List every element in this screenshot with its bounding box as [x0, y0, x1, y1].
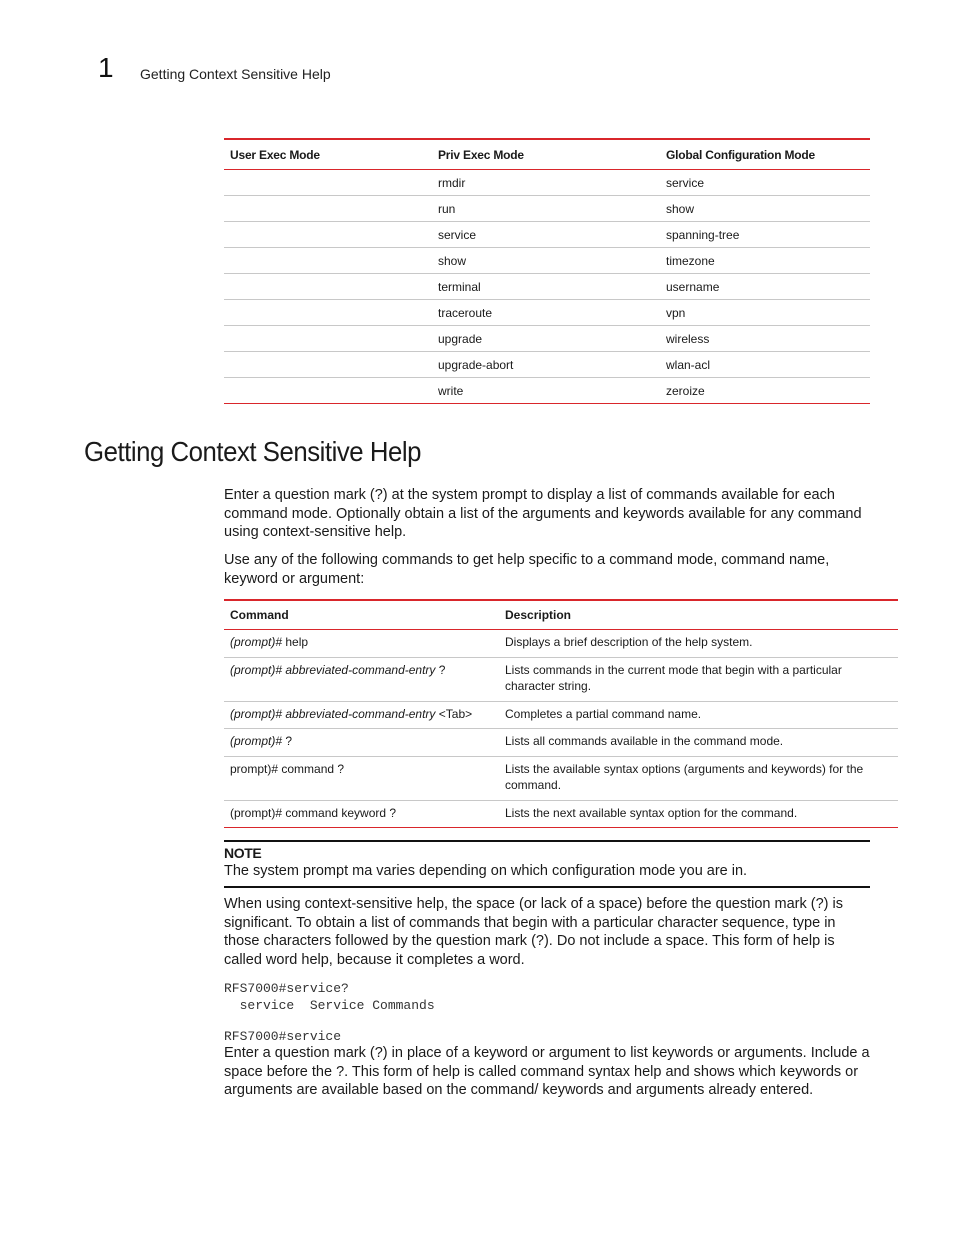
- code-example-1: RFS7000#service? service Service Commands: [224, 981, 435, 1013]
- global-config-cell: show: [660, 196, 870, 222]
- modes-table-header: [224, 139, 870, 170]
- syntax-help-paragraph: [224, 1044, 870, 1100]
- command-cell: [224, 701, 499, 729]
- user-exec-cell: [224, 378, 432, 404]
- table-row: [224, 756, 898, 800]
- priv-exec-cell: terminal: [432, 274, 660, 300]
- priv-exec-cell: traceroute: [432, 300, 660, 326]
- column-header-global-config: Global Configuration Mode: [660, 139, 870, 170]
- column-header-command: Command: [224, 600, 499, 630]
- table-row: [224, 657, 898, 701]
- command-cell: [224, 800, 499, 828]
- commands-intro-paragraph: Use any of the following commands to get help specific to a command mode, command name, keyword or argument:: [224, 552, 830, 587]
- command-text: prompt)# command ?: [230, 761, 345, 776]
- command-cell: [224, 756, 499, 800]
- command-prompt: (prompt)#: [230, 734, 283, 748]
- user-exec-cell: [224, 352, 432, 378]
- user-exec-cell: [224, 326, 432, 352]
- command-cell: [224, 657, 499, 701]
- description-cell: Completes a partial command name.: [499, 701, 898, 729]
- command-keyword: ?: [438, 662, 446, 677]
- priv-exec-cell: upgrade: [432, 326, 660, 352]
- global-config-cell: zeroize: [660, 378, 870, 404]
- user-exec-cell: [224, 222, 432, 248]
- table-row: [224, 352, 870, 378]
- table-row: [224, 378, 870, 404]
- table-row: [224, 222, 870, 248]
- table-row: [224, 300, 870, 326]
- command-argument: abbreviated-command-entry: [285, 662, 436, 677]
- syntax-help-text-middle: . This form of help is called: [344, 1063, 521, 1080]
- column-header-priv-exec: Priv Exec Mode: [432, 139, 660, 170]
- note-box: [224, 840, 870, 888]
- user-exec-cell: [224, 170, 432, 196]
- command-prompt: (prompt)#: [230, 706, 283, 721]
- table-row: [224, 800, 898, 828]
- table-row: [224, 170, 870, 196]
- command-keyword: help: [285, 635, 309, 649]
- word-help-text-before: When using context-sensitive help, the space (or lack of a space) before the question mark (?) is significant. To obtain a list of commands that begin with a particular character sequence, type in those characters followed by the question mark (?). Do not include a space. This form of help is called: [224, 896, 843, 969]
- user-exec-cell: [224, 248, 432, 274]
- description-cell: Lists commands in the current mode that begin with a particular character string.: [499, 657, 898, 701]
- priv-exec-cell: service: [432, 222, 660, 248]
- syntax-help-text-before: Enter a question mark (?) in place of a keyword or argument to list keywords or arguments. Include a space before the: [224, 1045, 870, 1080]
- column-header-user-exec: User Exec Mode: [224, 139, 432, 170]
- commands-table: [224, 599, 898, 828]
- description-cell: Lists all commands available in the command mode.: [499, 729, 898, 757]
- command-text: (prompt)# command keyword ?: [230, 805, 397, 820]
- note-label: NOTE: [224, 845, 262, 861]
- syntax-help-term: command syntax help: [520, 1063, 662, 1080]
- intro-paragraph: Enter a question mark (?) at the system prompt to display a list of commands available for each command mode. Optionally obtain a list of the arguments and keywords available for any command using context-sensitive help.: [224, 487, 862, 541]
- priv-exec-cell: write: [432, 378, 660, 404]
- syntax-help-mark: ?: [336, 1063, 345, 1080]
- table-row: [224, 630, 898, 658]
- global-config-cell: service: [660, 170, 870, 196]
- syntax-help-text-after: and shows which keywords or arguments are available based on the command/ keywords and arguments already entered.: [224, 1063, 859, 1099]
- word-help-term: word help: [265, 952, 329, 969]
- priv-exec-cell: show: [432, 248, 660, 274]
- table-row: [224, 701, 898, 729]
- global-config-cell: spanning-tree: [660, 222, 870, 248]
- priv-exec-cell: rmdir: [432, 170, 660, 196]
- command-keyword: <Tab>: [438, 706, 473, 721]
- note-text: The system prompt ma varies depending on which configuration mode you are in.: [224, 863, 748, 879]
- word-help-text-after: , because it completes a word.: [328, 952, 525, 969]
- global-config-cell: timezone: [660, 248, 870, 274]
- priv-exec-cell: upgrade-abort: [432, 352, 660, 378]
- table-row: [224, 274, 870, 300]
- modes-table: [224, 138, 870, 404]
- table-row: [224, 248, 870, 274]
- description-cell: Lists the next available syntax option for the command.: [499, 800, 898, 828]
- command-cell: [224, 630, 499, 658]
- column-header-description: Description: [499, 600, 898, 630]
- command-prompt: (prompt)#: [230, 662, 283, 677]
- priv-exec-cell: run: [432, 196, 660, 222]
- table-row: [224, 326, 870, 352]
- command-cell: [224, 729, 499, 757]
- user-exec-cell: [224, 274, 432, 300]
- description-cell: Displays a brief description of the help system.: [499, 630, 898, 658]
- description-cell: Lists the available syntax options (arguments and keywords) for the command.: [499, 756, 898, 800]
- user-exec-cell: [224, 300, 432, 326]
- command-argument: abbreviated-command-entry: [285, 706, 436, 721]
- commands-table-header: [224, 600, 898, 630]
- user-exec-cell: [224, 196, 432, 222]
- table-row: [224, 196, 870, 222]
- global-config-cell: vpn: [660, 300, 870, 326]
- word-help-paragraph: [224, 895, 870, 970]
- command-prompt: (prompt)#: [230, 635, 283, 649]
- section-heading: Getting Context Sensitive Help: [84, 436, 422, 467]
- global-config-cell: wireless: [660, 326, 870, 352]
- global-config-cell: wlan-acl: [660, 352, 870, 378]
- chapter-number: 1: [98, 52, 114, 83]
- global-config-cell: username: [660, 274, 870, 300]
- running-header-title: Getting Context Sensitive Help: [140, 66, 331, 82]
- command-keyword: ?: [285, 734, 293, 748]
- code-example-2: RFS7000#service: [224, 1029, 342, 1044]
- table-row: [224, 729, 898, 757]
